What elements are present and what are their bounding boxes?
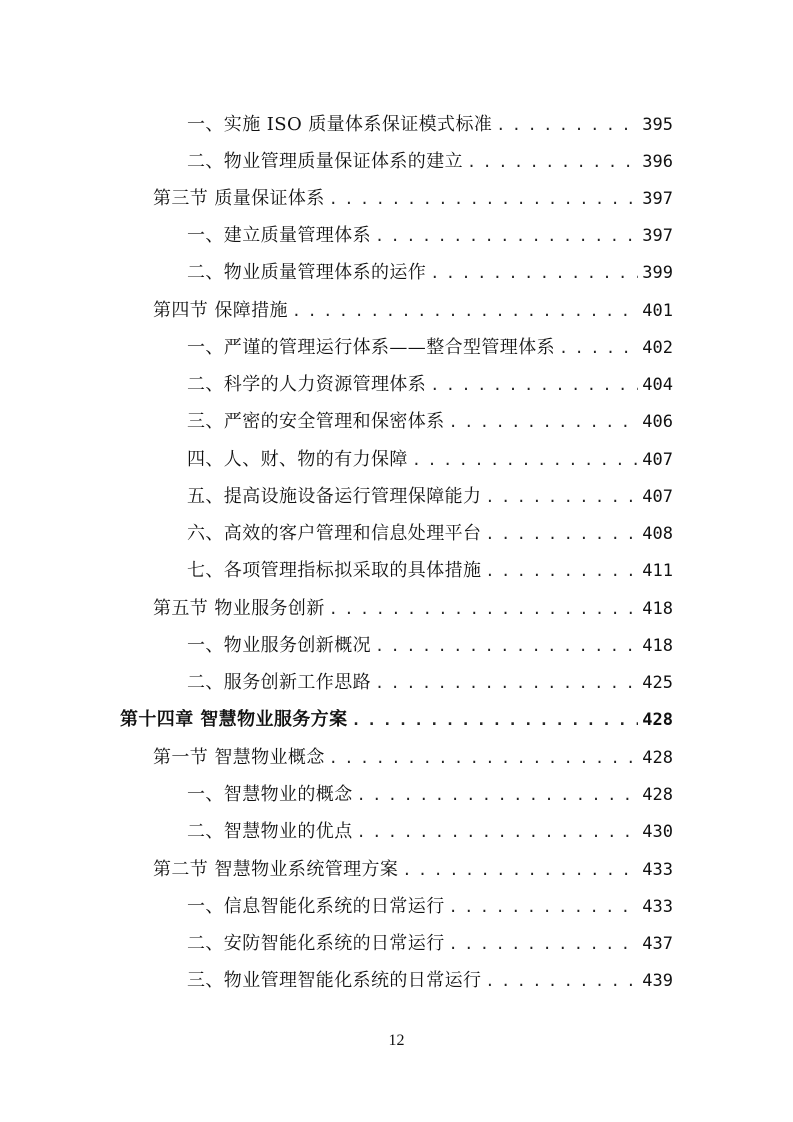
dot-leader <box>402 859 638 881</box>
dot-leader <box>430 374 638 396</box>
toc-entry <box>187 210 673 247</box>
toc-entry <box>187 322 673 359</box>
toc-entry-title: 一、严谨的管理运行体系——整合型管理体系 <box>187 337 555 358</box>
toc-entry-title: 一、实施 ISO 质量体系保证模式标准 <box>187 114 493 135</box>
toc-entry-title: 第一节 智慧物业概念 <box>153 747 325 768</box>
dot-leader <box>449 411 639 433</box>
toc-entry-title: 一、物业服务创新概况 <box>187 635 371 656</box>
toc-entry-page: 397 <box>642 189 673 209</box>
toc-entry <box>153 285 673 322</box>
toc-entry-page: 418 <box>642 599 673 619</box>
dot-leader <box>375 635 638 657</box>
dot-leader <box>375 225 638 247</box>
toc-entry <box>187 508 673 545</box>
dot-leader <box>467 151 638 173</box>
dot-leader <box>329 747 639 769</box>
toc-entry-page: 399 <box>642 263 673 283</box>
toc-entry <box>187 247 673 284</box>
toc-entry <box>187 359 673 396</box>
dot-leader <box>485 523 638 545</box>
dot-leader <box>449 896 639 918</box>
toc-entry-page: 437 <box>642 934 673 954</box>
toc-entry-title: 五、提高设施设备运行管理保障能力 <box>187 486 482 507</box>
toc-entry <box>187 136 673 173</box>
dot-leader <box>357 784 639 806</box>
dot-leader <box>329 188 639 210</box>
toc-entry-title: 第三节 质量保证体系 <box>153 188 325 209</box>
toc-entry-page: 407 <box>642 450 673 470</box>
toc-entry-page: 430 <box>642 822 673 842</box>
toc-entry-page: 428 <box>642 748 673 768</box>
toc-entry-page: 397 <box>642 226 673 246</box>
toc-entry-title: 第五节 物业服务创新 <box>153 598 325 619</box>
toc-entry-page: 418 <box>642 636 673 656</box>
dot-leader <box>292 300 638 322</box>
toc-entry-title: 六、高效的客户管理和信息处理平台 <box>187 523 482 544</box>
toc-entry <box>187 918 673 955</box>
toc-entry <box>187 955 673 992</box>
toc-entry-page: 406 <box>642 412 673 432</box>
toc-entry-page: 407 <box>642 487 673 507</box>
dot-leader <box>351 709 638 731</box>
toc-entry-title: 二、物业质量管理体系的运作 <box>187 262 427 283</box>
dot-leader <box>449 933 639 955</box>
toc-entry-page: 425 <box>642 673 673 693</box>
dot-leader <box>485 560 638 582</box>
toc-entry-page: 439 <box>642 971 673 991</box>
toc-entry-title: 四、人、财、物的有力保障 <box>187 449 408 470</box>
toc-entry <box>153 732 673 769</box>
toc-entry <box>187 806 673 843</box>
toc-entry-title: 二、物业管理质量保证体系的建立 <box>187 151 463 172</box>
dot-leader <box>485 970 638 992</box>
toc-entry-title: 二、智慧物业的优点 <box>187 821 353 842</box>
toc-entry-title: 第四节 保障措施 <box>153 300 288 321</box>
toc-entry <box>187 396 673 433</box>
page-number: 12 <box>388 1032 405 1049</box>
toc-entry-title: 一、信息智能化系统的日常运行 <box>187 896 445 917</box>
toc-entry-title: 三、严密的安全管理和保密体系 <box>187 411 445 432</box>
toc-entry-page: 401 <box>642 301 673 321</box>
toc-entry <box>153 173 673 210</box>
toc-entry-title: 二、安防智能化系统的日常运行 <box>187 933 445 954</box>
toc-entry-page: 408 <box>642 524 673 544</box>
toc-entry-title: 二、科学的人力资源管理体系 <box>187 374 427 395</box>
toc-entry <box>187 657 673 694</box>
toc-entry <box>153 844 673 881</box>
dot-leader <box>485 486 638 508</box>
toc-entry-title: 一、智慧物业的概念 <box>187 784 353 805</box>
toc-entry-page: 428 <box>642 785 673 805</box>
dot-leader <box>496 114 638 136</box>
dot-leader <box>329 598 639 620</box>
toc-entry-title: 一、建立质量管理体系 <box>187 225 371 246</box>
toc-entry-page: 411 <box>642 561 673 581</box>
toc-entry-page: 402 <box>642 338 673 358</box>
toc-entry-page: 395 <box>642 115 673 135</box>
toc-entry <box>187 881 673 918</box>
toc-entry <box>187 545 673 582</box>
toc-entry <box>187 434 673 471</box>
toc-entry-page: 433 <box>642 860 673 880</box>
toc-entry <box>187 471 673 508</box>
toc-entry <box>187 99 673 136</box>
toc-entry-title: 二、服务创新工作思路 <box>187 672 371 693</box>
dot-leader <box>412 449 638 471</box>
dot-leader <box>430 262 638 284</box>
toc-entry <box>153 583 673 620</box>
toc-entry <box>187 769 673 806</box>
toc-entry-title: 三、物业管理智能化系统的日常运行 <box>187 970 482 991</box>
dot-leader <box>559 337 638 359</box>
toc-entry-page: 396 <box>642 152 673 172</box>
dot-leader <box>357 821 639 843</box>
toc-entry-page: 404 <box>642 375 673 395</box>
dot-leader <box>375 672 638 694</box>
toc-entry <box>187 620 673 657</box>
toc-entry-title: 第十四章 智慧物业服务方案 <box>120 709 348 730</box>
toc-entry-title: 七、各项管理指标拟采取的具体措施 <box>187 560 482 581</box>
toc-entry-page: 428 <box>642 710 673 730</box>
toc-entry-page: 433 <box>642 897 673 917</box>
toc-entry-title: 第二节 智慧物业系统管理方案 <box>153 859 399 880</box>
toc-chapter-entry <box>120 694 673 731</box>
